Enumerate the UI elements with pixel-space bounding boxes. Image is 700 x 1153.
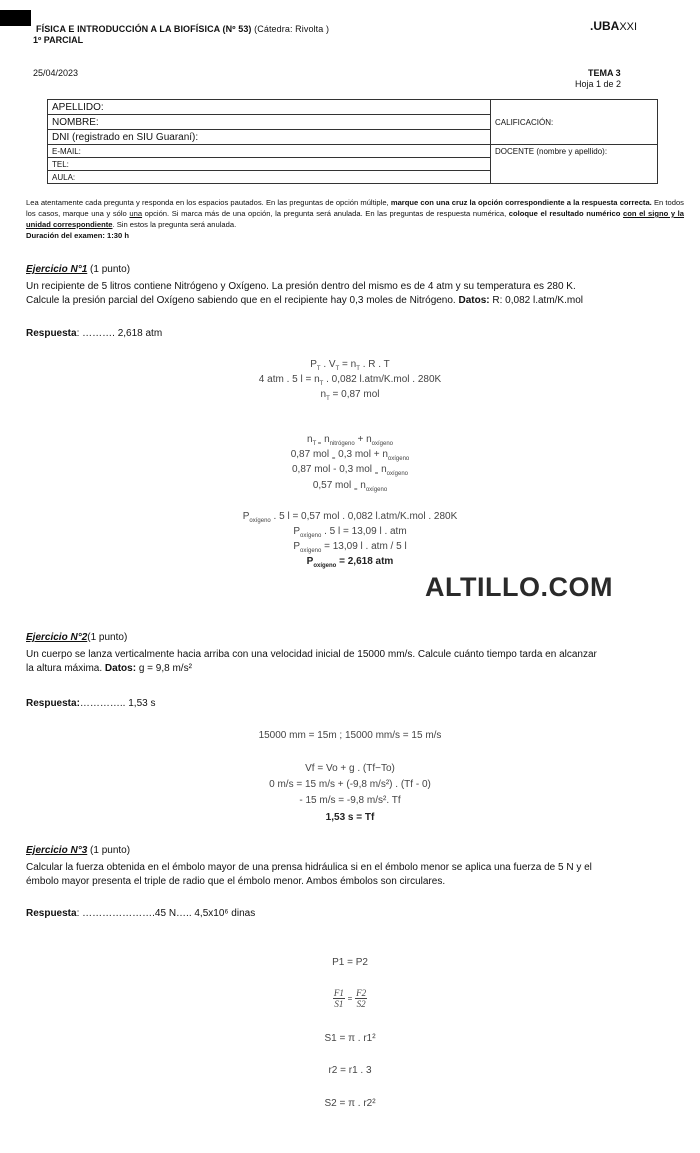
ex1-calc-9: $P_{oxígeno}$ . 5 l = 13,09 l . atm — [293, 526, 407, 539]
ex3-calc-1: P1 = P2 — [332, 957, 368, 968]
ex1-calc-5: 0,87 mol $_=$ 0,3 mol + $n_{oxígeno}$ — [290, 449, 410, 462]
page-count: Hoja 1 de 2 — [575, 79, 622, 89]
ex2-calc-1: 15000 mm = 15m ; 15000 mm/s = 15 m/s — [258, 730, 442, 741]
course-title: FÍSICA E INTRODUCCIÓN A LA BIOFÍSICA (Nº 53) (Cátedra: Rivolta ) — [36, 24, 330, 34]
ex2-calc-4: - 15 m/s = -9,8 m/s². Tf — [299, 795, 401, 806]
uba-logo: .UBAXXI — [590, 19, 638, 33]
ex1-calc-7: 0,57 mol $_=$ $n_{oxígeno}$ — [312, 480, 388, 493]
ex1-calc-2: 4 atm . 5 $l = n_T$ . 0,082 l.atm/K.mol . 280K — [258, 374, 442, 387]
instructions: Lea atentamente cada pregunta y responda en los espacios pautados. En las preguntas de opción múltiple, marque con una cruz la opción correspondiente a la respuesta correcta. En todos los casos, marque una y sólo una opción. Si marca más de una opción, la pregunta será anulada. En las preguntas de respuesta numérica, coloque el resultado numérico con el signo y la unidad correspondiente. Sin estos la pregunta será anulada. Duración del examen: 1:30 h — [26, 198, 685, 240]
student-form — [47, 99, 658, 184]
dni-field[interactable]: DNI (registrado en SIU Guaraní): — [48, 130, 491, 145]
ex3-answer: Respuesta: ………………….45 N….. 4,5x10⁶ dinas — [26, 908, 256, 919]
fraction-f2-s2: $\frac{F2}{S2}$ — [356, 988, 367, 1009]
ex3-calc-4: r2 = r1 . 3 — [328, 1065, 372, 1076]
exam-duration: Duración del examen: 1:30 h — [26, 231, 129, 240]
ex1-calc-3: $n_T = 0,87$ mol — [320, 389, 380, 402]
exam-date: 25/04/2023 — [33, 68, 79, 78]
ex3-statement: Calcular la fuerza obtenida en el émbolo mayor de una prensa hidráulica si en el émbolo menor se aplica una fuerza de 5 N y el émbolo mayor presenta el triple de radio que el émbolo menor. Ambos émbolos son circulares. — [26, 862, 592, 887]
ex1-title: Ejercicio N°1 (1 punto) — [26, 264, 131, 275]
ex1-answer: Respuesta: ………. 2,618 atm — [26, 328, 163, 339]
ex2-answer: Respuesta:………….. 1,53 s — [26, 698, 156, 709]
ex1-statement: Un recipiente de 5 litros contiene Nitrógeno y Oxígeno. La presión dentro del mismo es de 4 atm y su temperatura es 280 K. Calcule la presión parcial del Oxígeno sabiendo que en el recipiente hay 0,3 moles de Nitrógeno. Datos: R: 0,082 l.atm/K.mol — [26, 281, 583, 306]
aula-field[interactable]: AULA: — [48, 171, 491, 184]
apellido-field[interactable]: APELLIDO: — [48, 100, 491, 115]
tema-label: TEMA 3 — [588, 68, 621, 78]
header-black-bar — [0, 10, 31, 26]
email-field[interactable]: E-MAIL: — [48, 145, 491, 158]
ex2-calc-result: 1,53 s = Tf — [325, 812, 375, 823]
tel-field[interactable]: TEL: — [48, 158, 491, 171]
exam-name: 1º PARCIAL — [33, 35, 84, 45]
ex3-calc-2: $\frac{F1}{S1}$ = $\frac{F2}{S2}$ — [333, 988, 367, 1009]
watermark-logo: ALTILLO.COM — [425, 572, 613, 602]
ex1-calc-10: $P_{oxígeno} = 13,09$ l . atm / 5 l — [293, 541, 407, 554]
ex1-calc-6: 0,87 mol - 0,3 mol $_=$ $n_{oxígeno}$ — [291, 464, 409, 477]
ex2-statement: Un cuerpo se lanza verticalmente hacia arriba con una velocidad inicial de 15000 mm/s. Calcule cuánto tiempo tarda en alcanzar la altura máxima. Datos: g = 9,8 m/s² — [26, 649, 597, 674]
fraction-f1-s1: $\frac{F1}{S1}$ — [333, 988, 344, 1009]
calificacion-field[interactable]: CALIFICACIÓN: — [491, 100, 658, 145]
ex2-title: Ejercicio N°2(1 punto) — [26, 632, 128, 643]
ex3-title: Ejercicio N°3 (1 punto) — [26, 845, 131, 856]
ex2-calc-2: Vf = Vo + g . (Tf−To) — [305, 763, 395, 774]
ex3-calc-3: S1 = π . r1² — [324, 1033, 376, 1044]
ex1-calc-8: $P_{oxígeno}$ . 5 l = 0,57 mol . 0,082 l.atm/K.mol . 280K — [242, 511, 458, 524]
ex3-calc-5: S2 = π . r2² — [324, 1098, 376, 1109]
ex1-calc-1: $P_T$ . $V_T = n_T$ . R . T — [310, 359, 390, 372]
nombre-field[interactable]: NOMBRE: — [48, 115, 491, 130]
docente-field[interactable]: DOCENTE (nombre y apellido): — [491, 145, 658, 184]
ex2-calc-3: 0 m/s = 15 m/s + (-9,8 m/s²) . (Tf - 0) — [269, 779, 431, 790]
ex1-calc-4: $n_{T =}$ $n_{nitrógeno} + n_{oxígeno}$ — [307, 434, 393, 447]
ex1-calc-result: $P_{oxígeno} = 2,618$ atm — [306, 556, 394, 569]
